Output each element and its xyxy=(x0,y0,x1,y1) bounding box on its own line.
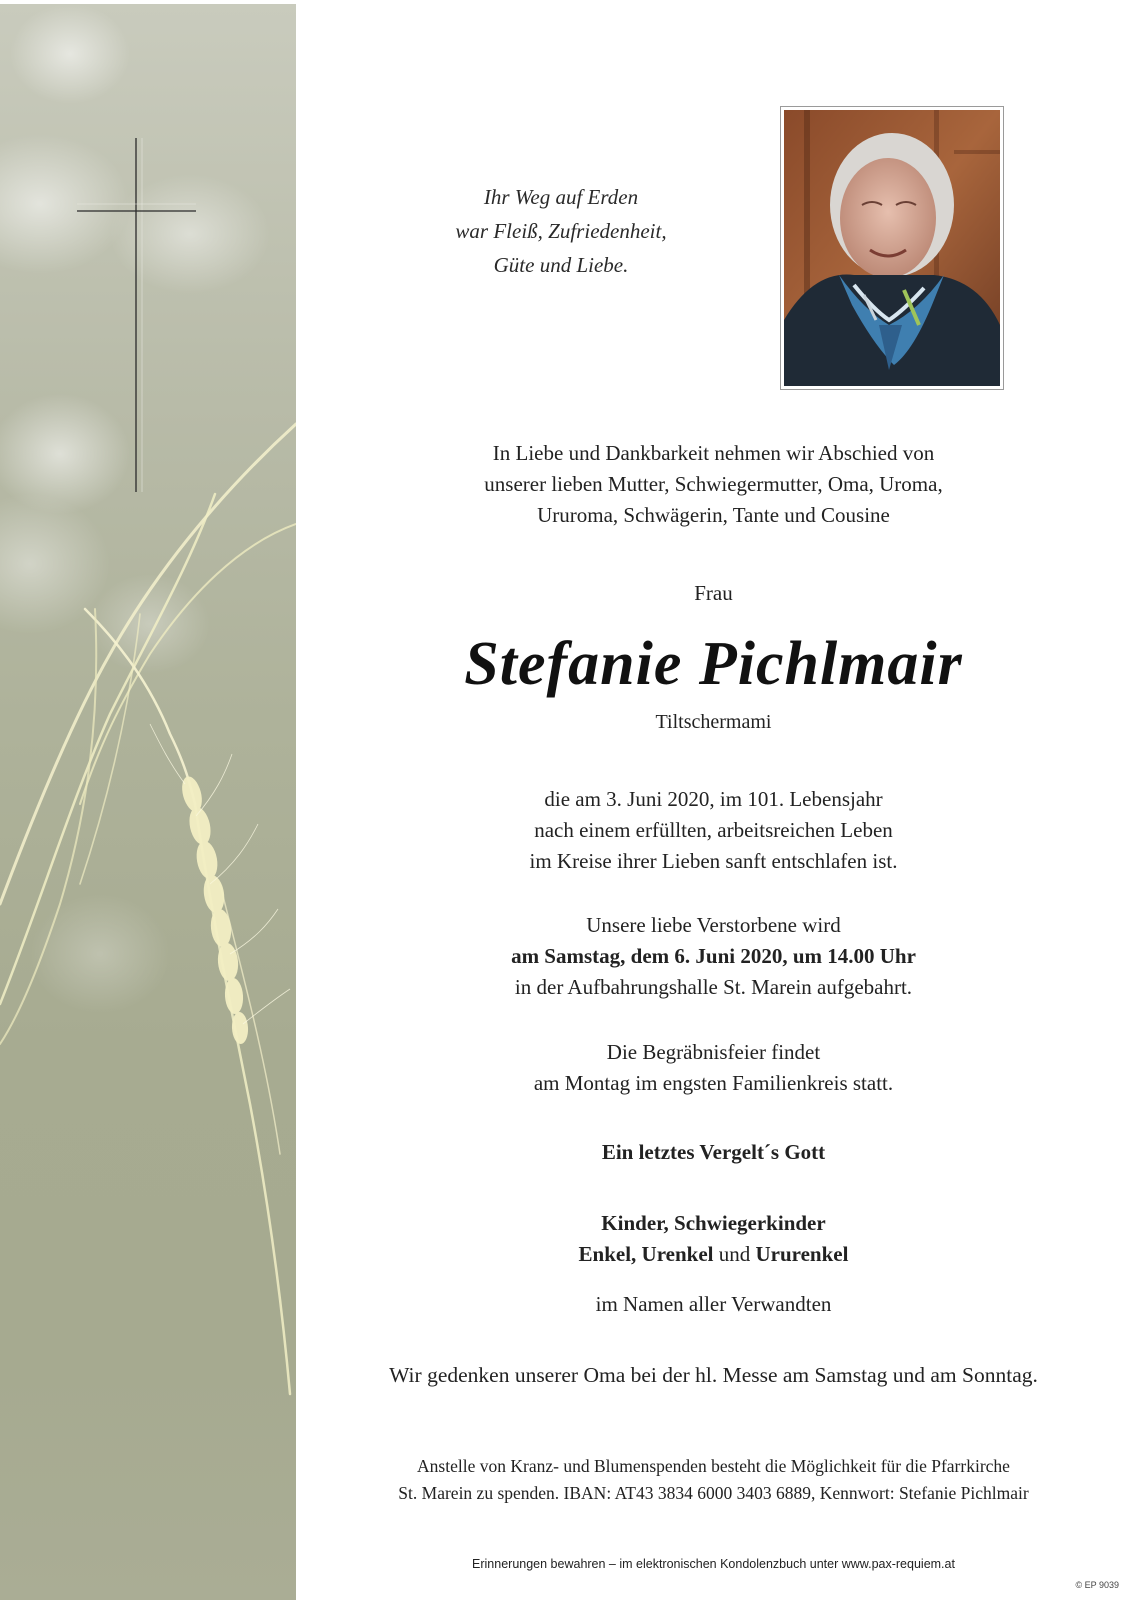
motto xyxy=(426,180,696,282)
condolence-footer: Erinnerungen bewahren – im elektronischen Kondolenzbuch unter www.pax-requiem.at xyxy=(472,1557,955,1571)
decorative-side-panel xyxy=(0,4,296,1600)
funeral-line: am Montag im engsten Familienkreis statt. xyxy=(533,1071,894,1095)
motto-line: Güte und Liebe. xyxy=(493,253,629,277)
deceased-nickname: Tiltschermami xyxy=(655,711,772,733)
death-line: nach einem erfüllten, arbeitsreichen Leben xyxy=(534,818,893,842)
family-great-great-grandchildren: Ururenkel xyxy=(755,1242,849,1266)
donation-info xyxy=(296,1453,1131,1507)
portrait-photo xyxy=(780,106,1004,390)
death-line: die am 3. Juni 2020, im 101. Lebensjahr xyxy=(544,787,883,811)
viewing-info xyxy=(296,910,1131,1003)
motto-line: war Fleiß, Zufriedenheit, xyxy=(455,219,667,243)
viewing-line: Unsere liebe Verstorbene wird xyxy=(586,913,841,937)
intro-line: unserer lieben Mutter, Schwiegermutter, Oma, Uroma, xyxy=(484,472,943,496)
viewing-location: in der Aufbahrungshalle St. Marein aufgebahrt. xyxy=(514,975,913,999)
notice-content xyxy=(296,0,1131,1600)
donation-line: St. Marein zu spenden. IBAN: AT43 3834 6000 3403 6889, Kennwort: Stefanie Pichlmair xyxy=(398,1483,1029,1503)
intro-line: In Liebe und Dankbarkeit nehmen wir Abschied von xyxy=(492,441,935,465)
document-code: © EP 9039 xyxy=(1075,1580,1119,1590)
portrait-image xyxy=(784,110,1000,386)
death-notice xyxy=(296,784,1131,877)
viewing-date: am Samstag, dem 6. Juni 2020, um 14.00 Uhr xyxy=(511,944,916,968)
memorial-mass: Wir gedenken unserer Oma bei der hl. Messe am Samstag und am Sonntag. xyxy=(389,1363,1038,1387)
death-line: im Kreise ihrer Lieben sanft entschlafen ist. xyxy=(529,849,898,873)
relatives-line: im Namen aller Verwandten xyxy=(595,1292,832,1316)
deceased-name: Stefanie Pichlmair xyxy=(464,630,963,698)
family-grandchildren: Enkel, Urenkel xyxy=(578,1242,714,1266)
family-conjunction: und xyxy=(713,1242,756,1266)
thanks-line: Ein letztes Vergelt´s Gott xyxy=(601,1140,826,1164)
funeral-info xyxy=(296,1037,1131,1099)
cross-icon xyxy=(77,138,196,492)
family-line xyxy=(296,1239,1131,1270)
donation-line: Anstelle von Kranz- und Blumenspenden besteht die Möglichkeit für die Pfarrkirche xyxy=(417,1456,1010,1476)
family-signature xyxy=(296,1208,1131,1270)
wheat-illustration xyxy=(0,4,296,1600)
salutation: Frau xyxy=(694,581,733,605)
farewell-intro xyxy=(296,438,1131,531)
motto-line: Ihr Weg auf Erden xyxy=(483,185,639,209)
family-line: Kinder, Schwiegerkinder xyxy=(601,1211,826,1235)
funeral-line: Die Begräbnisfeier findet xyxy=(606,1040,821,1064)
intro-line: Ururoma, Schwägerin, Tante und Cousine xyxy=(537,503,890,527)
